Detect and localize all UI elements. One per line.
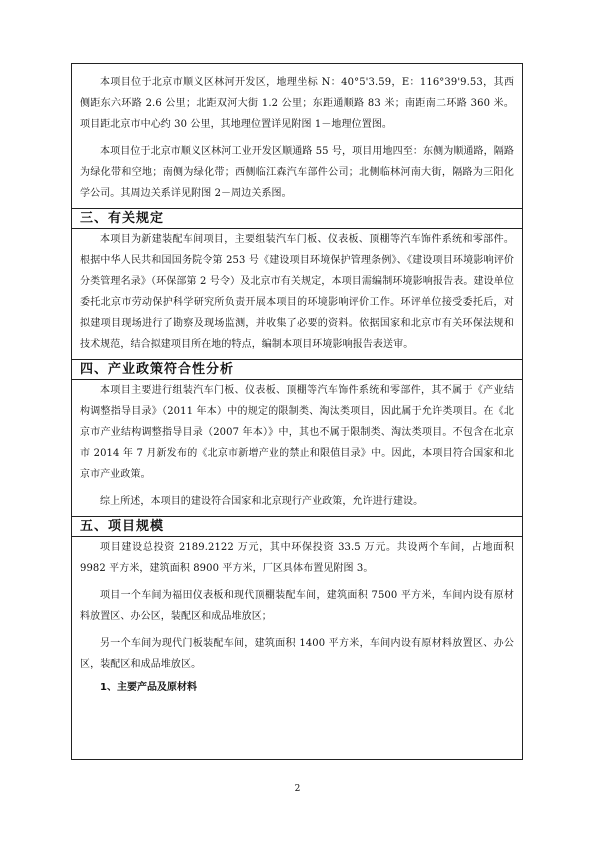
subheading-products-materials: 1、主要产品及原材料 (100, 682, 197, 693)
policy-paragraph: 本项目主要进行组装汽车门板、仪表板、顶棚等汽车饰件系统和零部件，其不属于《产业结构调整指导目录》（2011 年本）中的规定的限制类、淘汰类项目，因此属于允许类项目。在《北京市产业结构调整指导目录（2007 年本）》中，其也不属于限制类、淘汰类项目。不包含在北京市 2014 年 7 月新发布的《北京市新增产业的禁止和限值目录》中。因此，本项目符合国家和北京市产业政策。 (80, 385, 514, 480)
policy-conclusion-paragraph: 综上所述，本项目的建设符合国家和北京现行产业政策，允许进行建设。 (100, 496, 424, 507)
location-paragraph: 本项目位于北京市顺义区林河开发区，地理坐标 N：40°5'3.59，E：116°39'9.53，其西侧距东六环路 2.6 公里；北距双河大街 1.2 公里；东距通顺路 83 米；南距南二环路 360 米。项目距北京市中心约 30 公里，其地理位置详见附图 1－地理位置图。 (80, 77, 514, 130)
section-heading: 四、产业政策符合性分析 (80, 362, 235, 377)
investment-paragraph: 项目建设总投资 2189.2122 万元，其中环保投资 33.5 万元。共设两个车间，占地面积 9982 平方米，建筑面积 8900 平方米，厂区具体布置见附图 3。 (80, 542, 514, 574)
workshop-two-paragraph: 另一个车间为现代门板装配车间，建筑面积 1400 平方米，车间内设有原材料放置区、办公区，装配区和成品堆放区。 (80, 638, 514, 670)
section-scale (80, 516, 514, 697)
section-policy (80, 359, 514, 512)
page-number: 2 (294, 784, 301, 794)
section-heading: 三、有关规定 (80, 211, 165, 226)
site-boundary-paragraph: 本项目位于北京市顺义区林河工业开发区顺通路 55 号，项目用地四至：东侧为顺通路，隔路为绿化带和空地；南侧为绿化带；西侧临江森汽车部件公司；北侧临林河南大街，隔路为三阳化学公司。其周边关系详见附图 2－周边关系图。 (80, 146, 514, 199)
section-regulations (80, 208, 514, 355)
section-heading: 五、项目规模 (80, 519, 165, 534)
workshop-one-paragraph: 项目一个车间为福田仪表板和现代顶棚装配车间，建筑面积 7500 平方米，车间内设有原材料放置区、办公区，装配区和成品堆放区； (80, 590, 514, 622)
content-frame (71, 63, 523, 760)
regulations-paragraph: 本项目为新建装配车间项目，主要组装汽车门板、仪表板、顶棚等汽车饰件系统和零部件。根据中华人民共和国国务院令第 253 号《建设项目环境保护管理条例》、《建设项目环境影响评价分类管理名录》（环保部第 2 号令）及北京市有关规定，本项目需编制环境影响报告表。建设单位委托北京市劳动保护科学研究所负责开展本项目的环境影响评价工作。环评单位接受委托后，对拟建项目现场进行了勘察及现场监测，并收集了必要的资料。依据国家和北京市有关环保法规和技术规范，结合拟建项目所在地的特点，编制本项目环境影响报告表送审。 (80, 234, 514, 350)
